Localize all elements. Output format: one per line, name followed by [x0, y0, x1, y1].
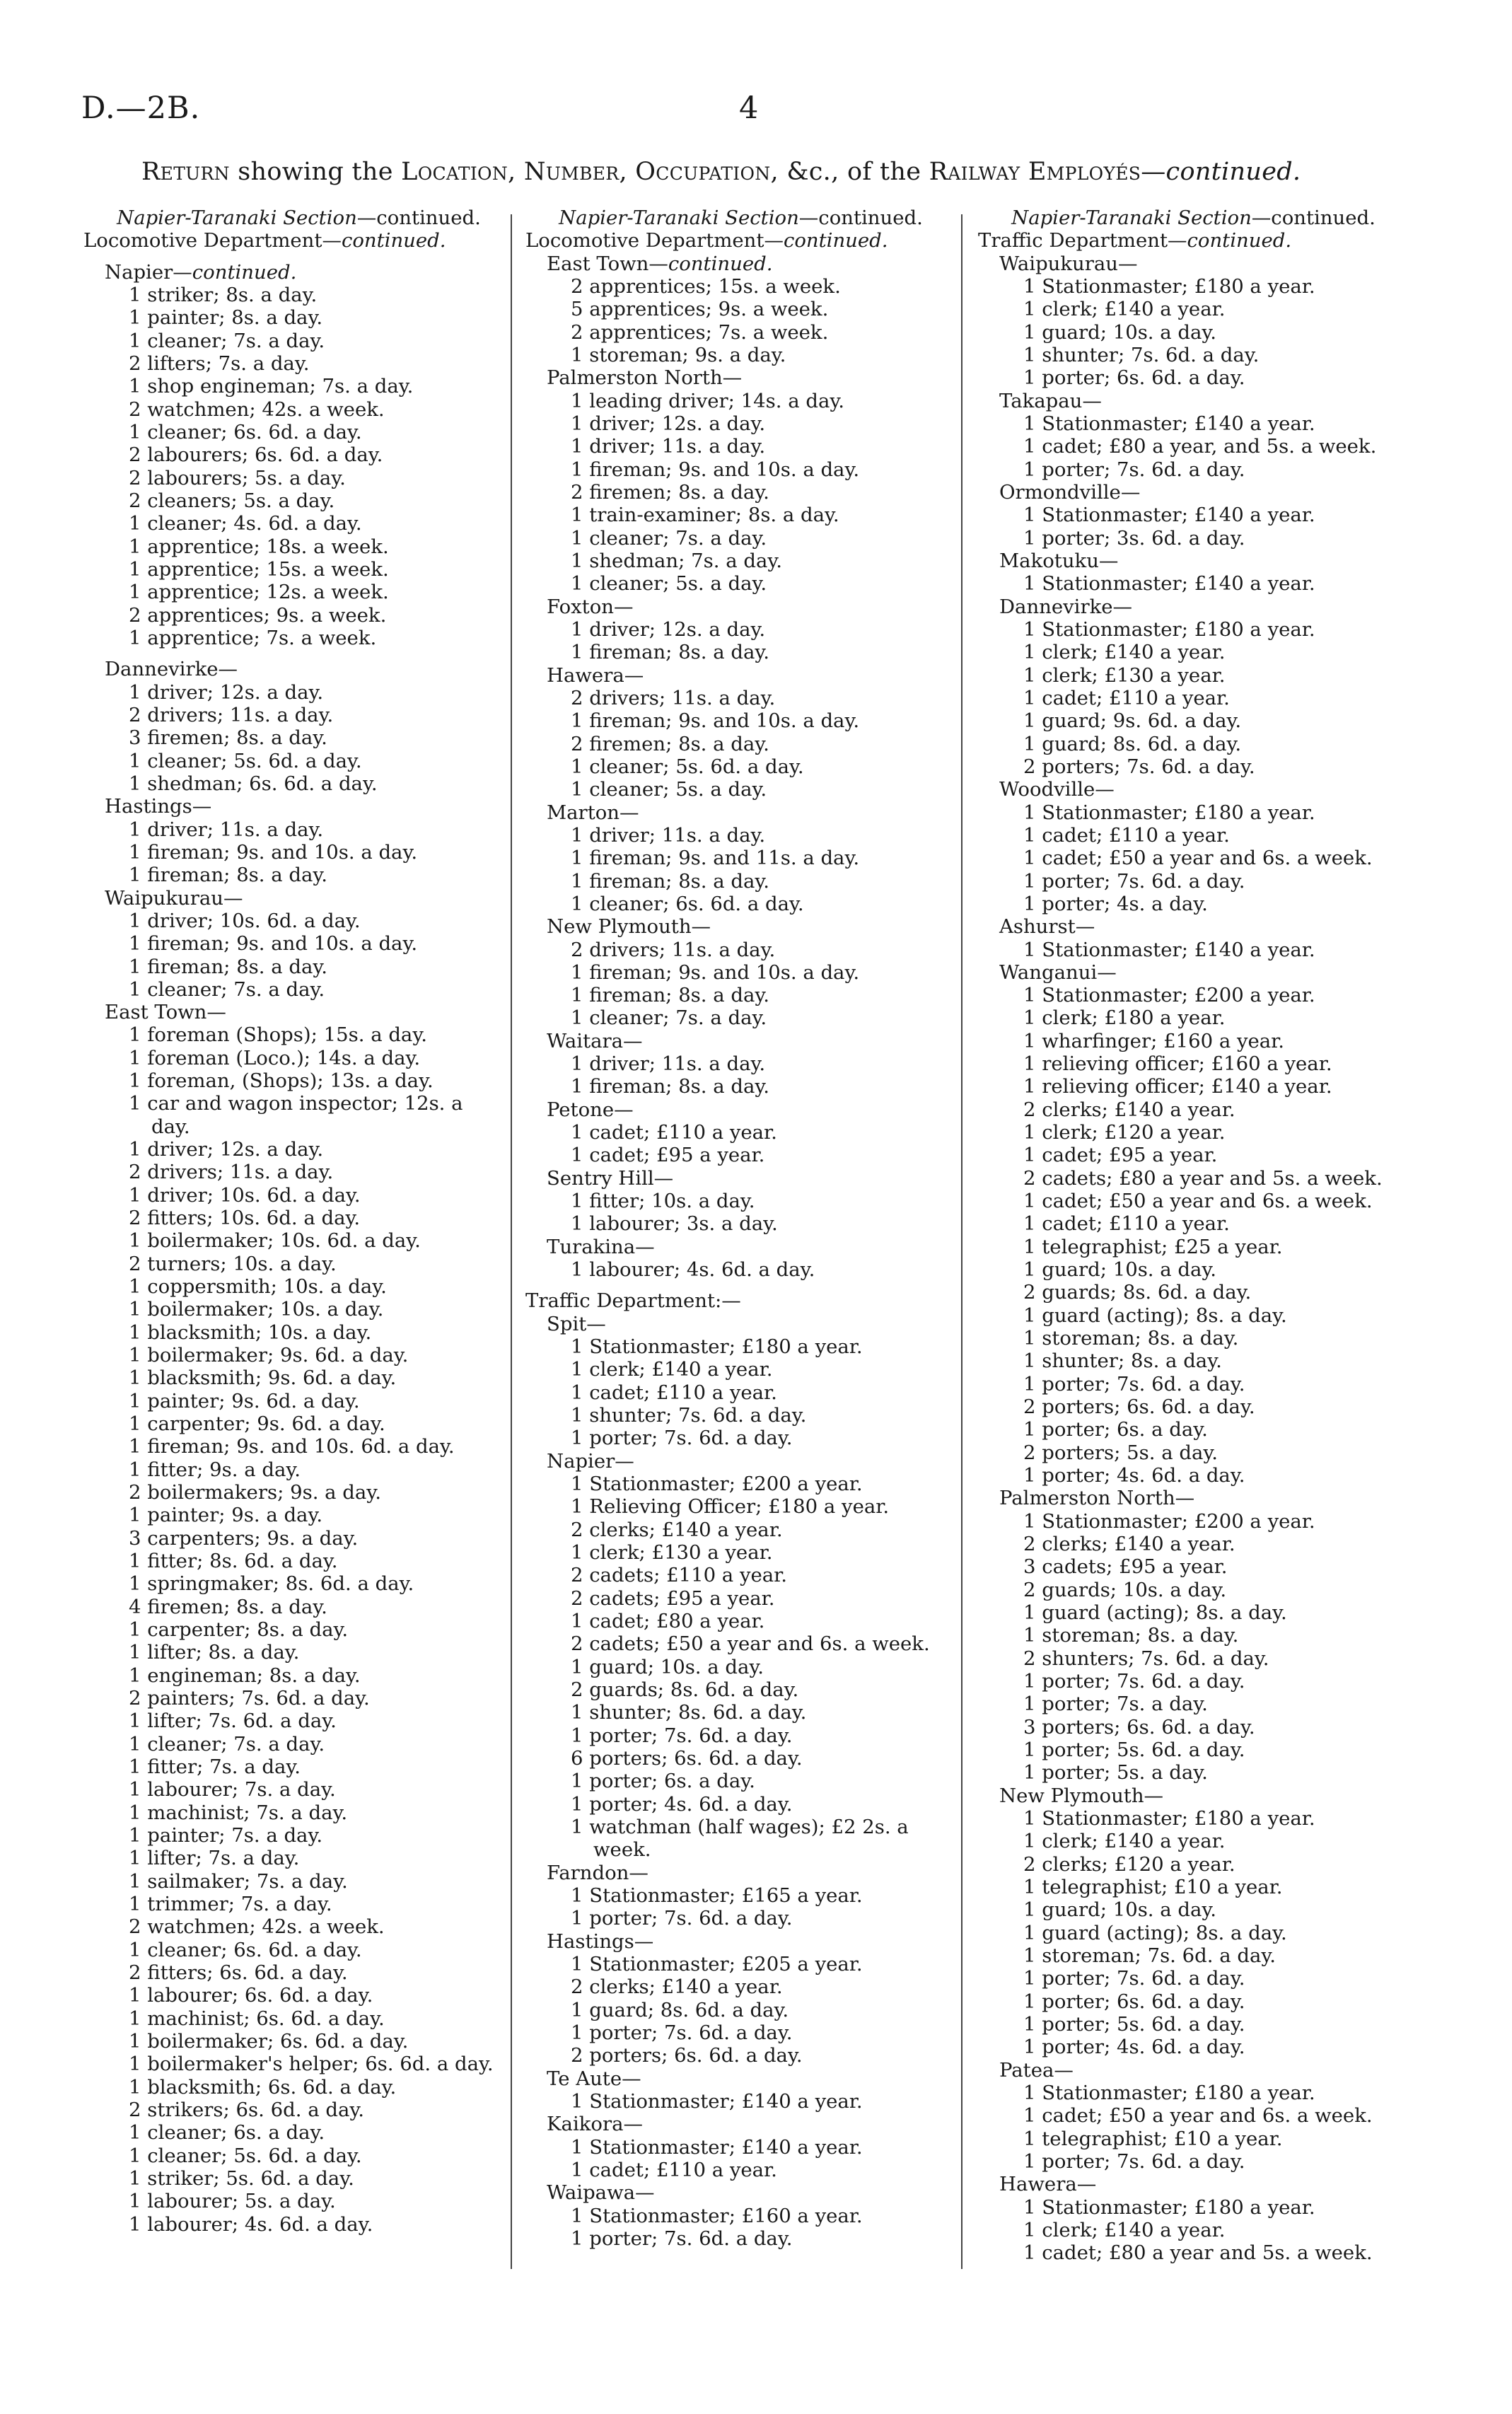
list-item: 2 turners; 10s. a day.	[129, 1252, 337, 1275]
list-item: 1 machinist; 6s. 6d. a day.	[129, 2007, 385, 2030]
list-item: 1 porter; 7s. a day.	[1023, 1693, 1208, 1716]
station-woodville: Woodville—	[999, 778, 1115, 801]
list-item: 2 boilermakers; 9s. a day.	[129, 1481, 381, 1504]
list-item: 2 cadets; £50 a year and 6s. a week.	[571, 1632, 930, 1656]
list-item: 1 storeman; 7s. 6d. a day.	[1023, 1944, 1277, 1967]
list-item: 1 apprentice; 7s. a week.	[129, 626, 377, 649]
list-item: 1 labourer; 6s. 6d. a day.	[129, 1984, 373, 2007]
list-item: 1 lifter; 7s. 6d. a day.	[129, 1710, 337, 1733]
list-item: 1 Stationmaster; £180 a year.	[1023, 2081, 1315, 2104]
list-item: 1 storeman; 8s. a day.	[1023, 1624, 1239, 1647]
title-words-2: &c., of the	[786, 158, 921, 186]
page-identifier: D.—2B.	[81, 91, 201, 126]
list-item: 2 porters; 7s. 6d. a day.	[1023, 755, 1255, 778]
list-item: 1 blacksmith; 10s. a day.	[129, 1321, 372, 1344]
station-east-town: East Town—	[105, 1001, 226, 1024]
title-railway-employes: Railway Employés	[929, 158, 1141, 186]
list-item: 1 Stationmaster; £200 a year.	[571, 1473, 863, 1496]
list-item: 1 blacksmith; 9s. 6d. a day.	[129, 1366, 397, 1390]
list-item: 2 watchmen; 42s. a week.	[129, 1915, 385, 1939]
list-item: 1 shedman; 7s. a day.	[571, 549, 782, 572]
title-number: Number	[523, 158, 620, 186]
list-item: 1 driver; 11s. a day.	[129, 818, 324, 841]
title-location: Location	[401, 158, 508, 186]
list-item: 1 cleaner; 4s. 6d. a day.	[129, 512, 362, 535]
list-item: 2 labourers; 6s. 6d. a day.	[129, 443, 383, 467]
list-item: 1 foreman (Shops); 15s. a day.	[129, 1023, 427, 1047]
list-item: 1 Stationmaster; £140 a year.	[571, 2089, 863, 2113]
list-item: 1 Stationmaster; £200 a year.	[1023, 984, 1315, 1007]
station-ashurst: Ashurst—	[999, 915, 1095, 939]
station-dannevirke: Dannevirke—	[999, 595, 1133, 618]
station-new-plymouth: New Plymouth—	[547, 915, 711, 939]
department-heading: Locomotive Department—continued.	[525, 229, 888, 253]
list-item: 1 fireman; 8s. a day.	[571, 869, 770, 893]
list-item: 1 painter; 8s. a day.	[129, 306, 323, 330]
station-petone: Petone—	[547, 1098, 634, 1121]
list-item: 1 cadet; £110 a year.	[1023, 686, 1230, 709]
list-item: 1 fireman; 9s. and 10s. a day.	[129, 840, 418, 864]
list-item: 1 apprentice; 15s. a week.	[129, 557, 389, 581]
list-item: 1 porter; 3s. 6d. a day.	[1023, 526, 1245, 550]
list-item: 1 labourer; 5s. a day.	[129, 2190, 336, 2213]
list-item: 1 car and wagon inspector; 12s. a	[129, 1092, 463, 1115]
list-item: 2 firemen; 8s. a day.	[571, 732, 769, 755]
station-waipukurau: Waipukurau—	[999, 252, 1138, 275]
station-te-aute: Te Aute—	[547, 2067, 641, 2090]
station-makotuku: Makotuku—	[999, 549, 1119, 572]
list-item: 1 shedman; 6s. 6d. a day.	[129, 772, 378, 795]
list-item: 1 foreman (Loco.); 14s. a day.	[129, 1046, 421, 1069]
list-item: 2 fitters; 6s. 6d. a day.	[129, 1961, 348, 1984]
column-1	[78, 207, 520, 2236]
list-item: 1 striker; 5s. 6d. a day.	[129, 2166, 354, 2190]
list-item: 1 cadet; £50 a year and 6s. a week.	[1023, 847, 1373, 870]
list-item: 2 strikers; 6s. 6d. a day.	[129, 2098, 364, 2121]
list-item: 1 porter; 5s. 6d. a day.	[1023, 2012, 1245, 2036]
list-item: 1 guard; 8s. 6d. a day.	[1023, 732, 1242, 755]
list-item: 1 Stationmaster; £140 a year.	[1023, 938, 1315, 961]
list-item: 1 shop engineman; 7s. a day.	[129, 375, 414, 398]
list-item: 1 fireman; 8s. a day.	[571, 641, 770, 664]
list-item: 1 porter; 6s. a day.	[571, 1770, 755, 1793]
list-item: 1 driver; 11s. a day.	[571, 823, 766, 847]
station-hastings: Hastings—	[547, 1930, 654, 1953]
list-item: 1 porter; 7s. 6d. a day.	[571, 1724, 793, 1747]
list-item: 1 shunter; 8s. a day.	[1023, 1350, 1222, 1373]
title-occupation: Occupation	[635, 158, 771, 186]
station-napier: Napier—continued.	[105, 260, 297, 284]
list-item: 2 drivers; 11s. a day.	[571, 686, 776, 709]
list-item: 2 painters; 7s. 6d. a day.	[129, 1687, 370, 1710]
list-item: 1 fitter; 7s. a day.	[129, 1755, 301, 1778]
list-item: 1 apprentice; 18s. a week.	[129, 535, 389, 558]
list-item: 1 blacksmith; 6s. 6d. a day.	[129, 2075, 397, 2099]
list-item: 2 cadets; £110 a year.	[571, 1564, 788, 1587]
title-return: Return	[141, 158, 230, 186]
list-item: 2 guards; 8s. 6d. a day.	[1023, 1281, 1252, 1304]
list-item: 1 leading driver; 14s. a day.	[571, 389, 845, 412]
list-item-continuation: day.	[151, 1115, 190, 1138]
list-item: 1 Stationmaster; £180 a year.	[1023, 2195, 1315, 2219]
list-item: 1 cleaner; 5s. 6d. a day.	[571, 755, 804, 778]
list-item: 1 cadet; £50 a year and 6s. a week.	[1023, 2104, 1373, 2128]
station-sentry-hill: Sentry Hill—	[547, 1166, 674, 1190]
list-item: 1 wharfinger; £160 a year.	[1023, 1029, 1285, 1052]
station-palmerston-north: Palmerston North—	[999, 1487, 1195, 1510]
list-item: 1 clerk; £130 a year.	[571, 1541, 773, 1565]
list-item: 1 Stationmaster; £140 a year.	[1023, 504, 1315, 527]
list-item: 1 porter; 7s. 6d. a day.	[571, 2021, 793, 2044]
list-item: 1 guard; 8s. 6d. a day.	[571, 1998, 789, 2021]
list-item: 1 cleaner; 6s. 6d. a day.	[571, 892, 804, 915]
list-item: 1 relieving officer; £160 a year.	[1023, 1052, 1332, 1076]
list-item: 1 fitter; 9s. a day.	[129, 1458, 301, 1481]
list-item: 1 porter; 5s. a day.	[1023, 1761, 1208, 1785]
list-item: 1 porter; 7s. 6d. a day.	[571, 1427, 793, 1450]
list-item: 1 cadet; £110 a year.	[1023, 823, 1230, 847]
section-heading: Napier-Taranaki Section—continued.	[559, 207, 923, 229]
list-item: 1 fireman; 8s. a day.	[129, 864, 328, 887]
list-item: 1 telegraphist; £25 a year.	[1023, 1235, 1283, 1258]
list-item: 1 clerk; £140 a year.	[1023, 2218, 1226, 2241]
list-item: 1 cleaner; 7s. a day.	[571, 526, 767, 550]
list-item: 2 lifters; 7s. a day.	[129, 352, 310, 375]
list-item: 1 painter; 9s. a day.	[129, 1504, 323, 1527]
list-item: 1 lifter; 8s. a day.	[129, 1641, 300, 1664]
list-item: 1 cleaner; 7s. a day.	[571, 1006, 767, 1030]
list-item: 2 drivers; 11s. a day.	[129, 1161, 334, 1184]
list-item: 1 porter; 7s. 6d. a day.	[1023, 2149, 1245, 2173]
list-item: 1 clerk; £120 a year.	[1023, 1121, 1226, 1144]
list-item: 1 carpenter; 8s. a day.	[129, 1618, 349, 1642]
list-item: 1 engineman; 8s. a day.	[129, 1664, 361, 1687]
list-item: 1 fireman; 9s. and 11s. a day.	[571, 847, 860, 870]
list-item: 1 cadet; £95 a year.	[1023, 1144, 1218, 1167]
list-item: 1 clerk; £140 a year.	[1023, 1830, 1226, 1853]
list-item: 1 boilermaker; 10s. 6d. a day.	[129, 1229, 421, 1253]
station-foxton: Foxton—	[547, 595, 634, 618]
list-item: 1 carpenter; 9s. 6d. a day.	[129, 1412, 385, 1436]
station-ormondville: Ormondville—	[999, 480, 1141, 504]
list-item: 1 porter; 6s. 6d. a day.	[1023, 1990, 1245, 2013]
list-item: 2 clerks; £140 a year.	[1023, 1533, 1235, 1556]
list-item: 1 guard (acting); 8s. a day.	[1023, 1921, 1287, 1944]
list-item: 1 cleaner; 7s. a day.	[129, 329, 325, 352]
station-waitara: Waitara—	[547, 1029, 643, 1052]
list-item: 1 Stationmaster; £180 a year.	[1023, 801, 1315, 824]
list-item: 1 clerk; £140 a year.	[1023, 298, 1226, 321]
list-item: 2 fitters; 10s. 6d. a day.	[129, 1207, 361, 1230]
list-item: 2 labourers; 5s. a day.	[129, 466, 346, 489]
list-item: 1 Stationmaster; £180 a year.	[1023, 274, 1315, 298]
station-new-plymouth: New Plymouth—	[999, 1784, 1164, 1807]
list-item: 2 apprentices; 7s. a week.	[571, 320, 829, 344]
list-item: 1 cadet; £80 a year, and 5s. a week.	[1023, 435, 1377, 458]
list-item: 1 cadet; £80 a year.	[571, 1610, 765, 1633]
list-item: 1 Stationmaster; £205 a year.	[571, 1952, 863, 1975]
list-item: 2 porters; 6s. 6d. a day.	[1023, 1395, 1255, 1419]
list-item: 1 telegraphist; £10 a year.	[1023, 2127, 1283, 2150]
list-item: 1 coppersmith; 10s. a day.	[129, 1275, 387, 1299]
list-item: 1 painter; 9s. 6d. a day.	[129, 1389, 360, 1412]
list-item: 1 fireman; 8s. a day.	[129, 955, 328, 978]
list-item: 1 painter; 7s. a day.	[129, 1823, 323, 1847]
column-3	[972, 207, 1414, 2265]
station-dannevirke: Dannevirke—	[105, 658, 238, 681]
list-item: 1 porter; 7s. 6d. a day.	[571, 2227, 793, 2250]
list-item: 1 cleaner; 5s. a day.	[571, 778, 767, 801]
list-item: 1 driver; 12s. a day.	[571, 412, 766, 435]
list-item: 1 guard; 10s. a day.	[571, 1655, 764, 1678]
list-item: 1 porter; 7s. 6d. a day.	[1023, 1670, 1245, 1693]
list-item: 1 cleaner; 6s. a day.	[129, 2121, 325, 2145]
station-hastings: Hastings—	[105, 795, 212, 818]
list-item: 1 lifter; 7s. a day.	[129, 1847, 300, 1870]
list-item: 1 Stationmaster; £160 a year.	[571, 2204, 863, 2227]
list-item: 2 shunters; 7s. 6d. a day.	[1023, 1647, 1269, 1670]
list-item: 2 cadets; £80 a year and 5s. a week.	[1023, 1166, 1383, 1190]
list-item: 1 driver; 11s. a day.	[571, 435, 766, 458]
list-item: 1 cadet; £110 a year.	[571, 1381, 777, 1404]
list-item: 1 relieving officer; £140 a year.	[1023, 1075, 1332, 1098]
list-item: 3 carpenters; 9s. a day.	[129, 1526, 359, 1550]
list-item: 1 driver; 12s. a day.	[129, 680, 324, 704]
list-item: 1 cadet; £110 a year.	[571, 2158, 777, 2181]
list-item: 1 cleaner; 5s. 6d. a day.	[129, 2144, 362, 2167]
list-item: 1 clerk; £140 a year.	[1023, 641, 1226, 664]
section-heading: Napier-Taranaki Section—continued.	[1011, 207, 1376, 229]
list-item: 3 cadets; £95 a year.	[1023, 1555, 1228, 1579]
list-item: 1 labourer; 3s. a day.	[571, 1212, 778, 1236]
list-item: 1 cadet; £95 a year.	[571, 1144, 765, 1167]
list-item: 1 guard (acting); 8s. a day.	[1023, 1601, 1287, 1625]
list-item: 1 storeman; 8s. a day.	[1023, 1327, 1239, 1350]
station-marton: Marton—	[547, 801, 639, 824]
list-item: 1 fireman; 9s. and 10s. a day.	[129, 932, 418, 956]
list-item: 1 porter; 4s. 6d. a day.	[1023, 1464, 1245, 1487]
list-item: 6 porters; 6s. 6d. a day.	[571, 1746, 803, 1770]
list-item: 1 shunter; 7s. 6d. a day.	[571, 1404, 807, 1427]
page-title: Return showing the Location, Number, Occupation, &c., of the Railway Employés—continued.	[141, 158, 1301, 186]
list-item: 1 trimmer; 7s. a day.	[129, 1892, 332, 1915]
list-item: 1 Stationmaster; £140 a year.	[571, 2135, 863, 2159]
section-heading: Napier-Taranaki Section—continued.	[117, 207, 481, 229]
list-item: 1 porter; 6s. a day.	[1023, 1418, 1208, 1441]
list-item: 1 striker; 8s. a day.	[129, 283, 318, 306]
station-spit: Spit—	[547, 1312, 606, 1335]
list-item: 1 driver; 12s. a day.	[571, 617, 766, 641]
list-item: 1 driver; 10s. 6d. a day.	[129, 909, 361, 932]
station-waipawa: Waipawa—	[547, 2181, 655, 2205]
list-item: 1 Stationmaster; £165 a year.	[571, 1884, 863, 1907]
department-heading-traffic: Traffic Department:—	[525, 1289, 741, 1313]
list-item: 1 cleaner; 6s. 6d. a day.	[129, 1938, 362, 1961]
list-item: 1 labourer; 7s. a day.	[129, 1778, 336, 1801]
list-item: 1 fireman; 9s. and 10s. a day.	[571, 961, 860, 984]
list-item: 1 foreman, (Shops); 13s. a day.	[129, 1069, 434, 1093]
list-item: 1 porter; 4s. 6d. a day.	[571, 1792, 793, 1816]
list-item: 1 apprentice; 12s. a week.	[129, 581, 389, 604]
list-item: 1 shunter; 7s. 6d. a day.	[1023, 343, 1260, 366]
station-palmerston-north: Palmerston North—	[547, 366, 743, 390]
list-item: 2 apprentices; 15s. a week.	[571, 274, 841, 298]
list-item: 1 porter; 7s. 6d. a day.	[571, 1907, 793, 1930]
list-item: 2 cleaners; 5s. a day.	[129, 489, 335, 512]
list-item: 1 cadet; £110 a year.	[571, 1121, 777, 1144]
station-kaikora: Kaikora—	[547, 2113, 643, 2136]
list-item: 4 firemen; 8s. a day.	[129, 1595, 327, 1618]
list-item: 1 porter; 5s. 6d. a day.	[1023, 1738, 1245, 1761]
list-item: 1 boilermaker's helper; 6s. 6d. a day.	[129, 2053, 494, 2076]
list-item: 1 clerk; £140 a year.	[571, 1358, 773, 1381]
list-item: 2 porters; 6s. 6d. a day.	[571, 2044, 803, 2067]
list-item: 2 drivers; 11s. a day.	[571, 938, 776, 961]
list-item: 2 clerks; £120 a year.	[1023, 1852, 1235, 1876]
list-item: 2 porters; 5s. a day.	[1023, 1441, 1218, 1464]
list-item: 1 Stationmaster; £180 a year.	[1023, 617, 1315, 641]
list-item: 1 Stationmaster; £140 a year.	[1023, 412, 1315, 435]
station-hawera: Hawera—	[547, 663, 644, 687]
list-item: 1 Stationmaster; £140 a year.	[1023, 572, 1315, 596]
list-item: 1 fireman; 8s. a day.	[571, 984, 770, 1007]
station-turakina: Turakina—	[547, 1235, 655, 1258]
list-item: 3 porters; 6s. 6d. a day.	[1023, 1715, 1255, 1739]
list-item: 1 clerk; £180 a year.	[1023, 1006, 1226, 1030]
list-item: 2 guards; 8s. 6d. a day.	[571, 1678, 799, 1701]
list-item: 2 clerks; £140 a year.	[1023, 1098, 1235, 1121]
list-item: 1 cadet; £80 a year and 5s. a week.	[1023, 2241, 1373, 2265]
list-item: 1 porter; 7s. 6d. a day.	[1023, 1372, 1245, 1395]
list-item: 1 fitter; 8s. 6d. a day.	[129, 1550, 338, 1573]
list-item: 1 guard; 10s. a day.	[1023, 1258, 1217, 1282]
list-item: 1 telegraphist; £10 a year.	[1023, 1875, 1283, 1898]
list-item: 1 fireman; 8s. a day.	[571, 1075, 770, 1098]
column-2	[520, 207, 962, 2250]
list-item: 1 cleaner; 7s. a day.	[129, 977, 325, 1001]
list-item: 2 watchmen; 42s. a week.	[129, 398, 385, 421]
list-item: 1 watchman (half wages); £2 2s. a	[571, 1815, 909, 1838]
list-item: 1 cleaner; 5s. a day.	[571, 572, 767, 596]
list-item: 1 fireman; 9s. and 10s. a day.	[571, 458, 860, 481]
list-item: 1 fireman; 9s. and 10s. a day.	[571, 709, 860, 733]
list-item: 2 drivers; 11s. a day.	[129, 703, 334, 726]
list-item: 1 cleaner; 5s. 6d. a day.	[129, 749, 362, 772]
list-item: 1 sailmaker; 7s. a day.	[129, 1869, 348, 1893]
list-item: 2 guards; 10s. a day.	[1023, 1578, 1227, 1601]
list-item: 1 shunter; 8s. 6d. a day.	[571, 1701, 807, 1724]
list-item: 1 train-examiner; 8s. a day.	[571, 504, 839, 527]
list-item: 1 boilermaker; 6s. 6d. a day.	[129, 2029, 409, 2053]
list-item: 1 springmaker; 8s. 6d. a day.	[129, 1572, 414, 1596]
list-item: 1 porter; 7s. 6d. a day.	[1023, 869, 1245, 893]
list-item: 1 fireman; 9s. and 10s. 6d. a day.	[129, 1435, 455, 1458]
list-item: 1 cleaner; 7s. a day.	[129, 1732, 325, 1756]
list-item: 1 driver; 10s. 6d. a day.	[129, 1183, 361, 1207]
list-item: 1 driver; 12s. a day.	[129, 1138, 324, 1161]
list-item: 1 Stationmaster; £180 a year.	[571, 1335, 863, 1359]
list-item: 2 firemen; 8s. a day.	[571, 480, 769, 504]
department-heading: Locomotive Department—continued.	[83, 229, 446, 253]
list-item: 1 porter; 6s. 6d. a day.	[1023, 366, 1245, 390]
title-continued: continued.	[1165, 158, 1301, 186]
list-item: 1 Stationmaster; £200 a year.	[1023, 1509, 1315, 1533]
list-item: 5 apprentices; 9s. a week.	[571, 298, 829, 321]
list-item: 2 clerks; £140 a year.	[571, 1975, 783, 1999]
list-item: 1 guard (acting); 8s. a day.	[1023, 1304, 1287, 1327]
list-item: 1 cadet; £50 a year and 6s. a week.	[1023, 1190, 1373, 1213]
department-heading: Traffic Department—continued.	[978, 229, 1292, 253]
list-item: 1 machinist; 7s. a day.	[129, 1801, 348, 1824]
list-item: 1 cleaner; 6s. 6d. a day.	[129, 420, 362, 443]
list-item: 1 guard; 10s. a day.	[1023, 1898, 1217, 1922]
list-item: 1 fitter; 10s. a day.	[571, 1190, 755, 1213]
list-item: 2 apprentices; 9s. a week.	[129, 603, 387, 627]
list-item: 1 boilermaker; 9s. 6d. a day.	[129, 1344, 409, 1367]
list-item: 1 labourer; 4s. 6d. a day.	[129, 2212, 373, 2236]
list-item: 1 driver; 11s. a day.	[571, 1052, 766, 1076]
page-number: 4	[739, 91, 759, 126]
list-item: 3 firemen; 8s. a day.	[129, 726, 327, 750]
station-east-town: East Town—continued.	[547, 252, 773, 275]
list-item: 1 Relieving Officer; £180 a year.	[571, 1495, 890, 1519]
list-item: 1 storeman; 9s. a day.	[571, 343, 786, 366]
station-farndon: Farndon—	[547, 1861, 649, 1884]
station-napier: Napier—	[547, 1449, 634, 1473]
list-item: 1 porter; 4s. a day.	[1023, 892, 1208, 915]
list-item: 1 guard; 10s. a day.	[1023, 320, 1217, 344]
list-item: 1 porter; 4s. 6d. a day.	[1023, 2036, 1245, 2059]
list-item-continuation: week.	[593, 1838, 651, 1862]
list-item: 1 Stationmaster; £180 a year.	[1023, 1806, 1315, 1830]
station-hawera: Hawera—	[999, 2173, 1097, 2196]
list-item: 1 cadet; £110 a year.	[1023, 1212, 1230, 1236]
list-item: 2 cadets; £95 a year.	[571, 1586, 775, 1610]
list-item: 1 labourer; 4s. 6d. a day.	[571, 1258, 815, 1282]
station-takapau: Takapau—	[999, 389, 1102, 412]
list-item: 1 porter; 7s. 6d. a day.	[1023, 458, 1245, 481]
list-item: 1 boilermaker; 10s. a day.	[129, 1298, 384, 1321]
title-words: showing the	[238, 158, 393, 186]
station-waipukurau: Waipukurau—	[105, 886, 243, 910]
list-item: 1 porter; 7s. 6d. a day.	[1023, 1967, 1245, 1990]
list-item: 1 clerk; £130 a year.	[1023, 663, 1226, 687]
station-wanganui: Wanganui—	[999, 961, 1117, 984]
station-patea: Patea—	[999, 2058, 1074, 2082]
list-item: 2 clerks; £140 a year.	[571, 1518, 783, 1541]
list-item: 1 guard; 9s. 6d. a day.	[1023, 709, 1242, 733]
